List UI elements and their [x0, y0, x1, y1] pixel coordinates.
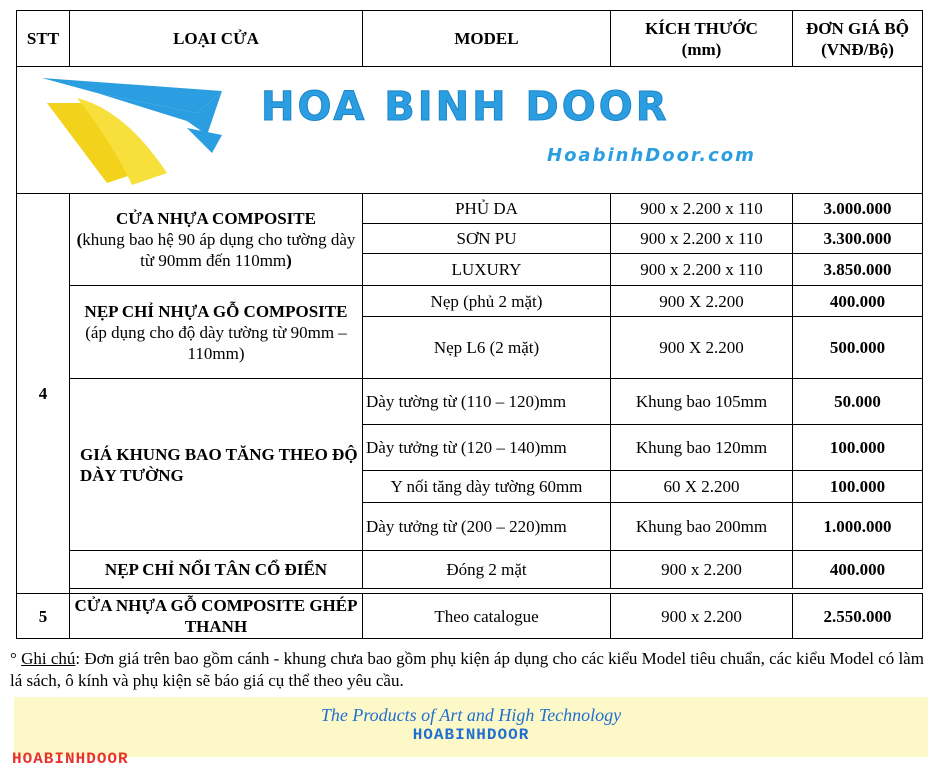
type-title: NẸP CHỈ NHỰA GỖ COMPOSITE [84, 301, 348, 321]
table-row [17, 286, 923, 317]
model-cell: Dày tường từ (110 – 120)mm [363, 379, 611, 425]
price-cell: 2.550.000 [793, 594, 923, 639]
size-cell: 900 X 2.200 [611, 286, 793, 317]
size-cell: Khung bao 200mm [611, 503, 793, 551]
footer-brand-cut: HOABINHDOOR [12, 750, 129, 768]
header-kich-thuoc-line1: KÍCH THƯỚC [645, 18, 758, 38]
price-table [16, 10, 923, 639]
price-cell: 500.000 [793, 317, 923, 379]
door-logo-icon [37, 73, 237, 191]
price-cell: 3.000.000 [793, 194, 923, 224]
type-title: CỬA NHỰA COMPOSITE [116, 209, 316, 228]
model-cell: Nẹp L6 (2 mặt) [363, 317, 611, 379]
model-cell: Dày tưởng từ (120 – 140)mm [363, 425, 611, 471]
model-cell: Nẹp (phủ 2 mặt) [363, 286, 611, 317]
size-cell: 60 X 2.200 [611, 471, 793, 503]
price-cell: 400.000 [793, 551, 923, 589]
price-cell: 1.000.000 [793, 503, 923, 551]
size-cell: 900 X 2.200 [611, 317, 793, 379]
header-model: MODEL [363, 11, 611, 67]
footer-tagline: The Products of Art and High Technology [320, 705, 622, 725]
price-cell: 100.000 [793, 425, 923, 471]
logo-row [17, 67, 923, 194]
table-row [17, 594, 923, 639]
model-cell: PHỦ DA [363, 194, 611, 224]
model-cell: Y nối tăng dày tường 60mm [363, 471, 611, 503]
size-cell: 900 x 2.200 x 110 [611, 194, 793, 224]
model-cell: LUXURY [363, 254, 611, 286]
table-row [17, 194, 923, 224]
header-don-gia-line2: (VNĐ/Bộ) [821, 39, 894, 59]
header-kich-thuoc-line2: (mm) [681, 39, 722, 59]
header-don-gia [793, 11, 923, 67]
stt-cell: 5 [17, 594, 70, 639]
note-text: : Đơn giá trên bao gồm cánh - khung chưa bao gồm phụ kiện áp dụng cho các kiểu Model tiêu chuẩn, các kiểu Model có làm lá sách, ô kính và phụ kiện sẽ báo giá cụ thể theo yêu cầu. [10, 649, 924, 690]
table-row [17, 551, 923, 589]
size-cell: 900 x 2.200 x 110 [611, 224, 793, 254]
model-cell: Đóng 2 mặt [363, 551, 611, 589]
header-loai-cua: LOẠI CỬA [70, 11, 363, 67]
logo-url: HoabinhDoor.com [547, 145, 756, 166]
type-cell: NẸP CHỈ NỔI TÂN CỔ ĐIỂN [70, 551, 363, 589]
model-cell: Theo catalogue [363, 594, 611, 639]
logo-cell [17, 67, 923, 194]
footer-brand: HOABINHDOOR [412, 726, 530, 744]
type-desc: (khung bao hệ 90 áp dụng cho tường dày từ 90mm đến 110mm) [76, 230, 356, 270]
header-row [17, 11, 923, 67]
type-cell: CỬA NHỰA GỖ COMPOSITE GHÉP THANH [70, 594, 363, 639]
note-label: Ghi chú [21, 649, 76, 668]
header-kich-thuoc [611, 11, 793, 67]
type-desc: (áp dụng cho độ dày tường từ 90mm – 110mm) [85, 322, 347, 363]
note-bullet: ° [10, 649, 17, 668]
price-cell: 3.300.000 [793, 224, 923, 254]
type-cell [70, 194, 363, 286]
logo-brand-name: HOA BINH DOOR [261, 84, 670, 130]
table-row [17, 379, 923, 425]
size-cell: 900 x 2.200 [611, 594, 793, 639]
header-don-gia-line1: ĐƠN GIÁ BỘ [806, 18, 909, 38]
size-cell: 900 x 2.200 x 110 [611, 254, 793, 286]
model-cell: Dày tưởng từ (200 – 220)mm [363, 503, 611, 551]
type-cell: GIÁ KHUNG BAO TĂNG THEO ĐỘ DÀY TƯỜNG [70, 379, 363, 551]
size-cell: 900 x 2.200 [611, 551, 793, 589]
logo-banner [17, 67, 923, 193]
price-cell: 400.000 [793, 286, 923, 317]
note [10, 648, 935, 692]
model-cell: SƠN PU [363, 224, 611, 254]
header-stt: STT [17, 11, 70, 67]
type-cell [70, 286, 363, 379]
price-cell: 100.000 [793, 471, 923, 503]
price-cell: 50.000 [793, 379, 923, 425]
price-cell: 3.850.000 [793, 254, 923, 286]
size-cell: Khung bao 120mm [611, 425, 793, 471]
stt-cell: 4 [17, 194, 70, 594]
footer-banner [14, 697, 928, 757]
size-cell: Khung bao 105mm [611, 379, 793, 425]
